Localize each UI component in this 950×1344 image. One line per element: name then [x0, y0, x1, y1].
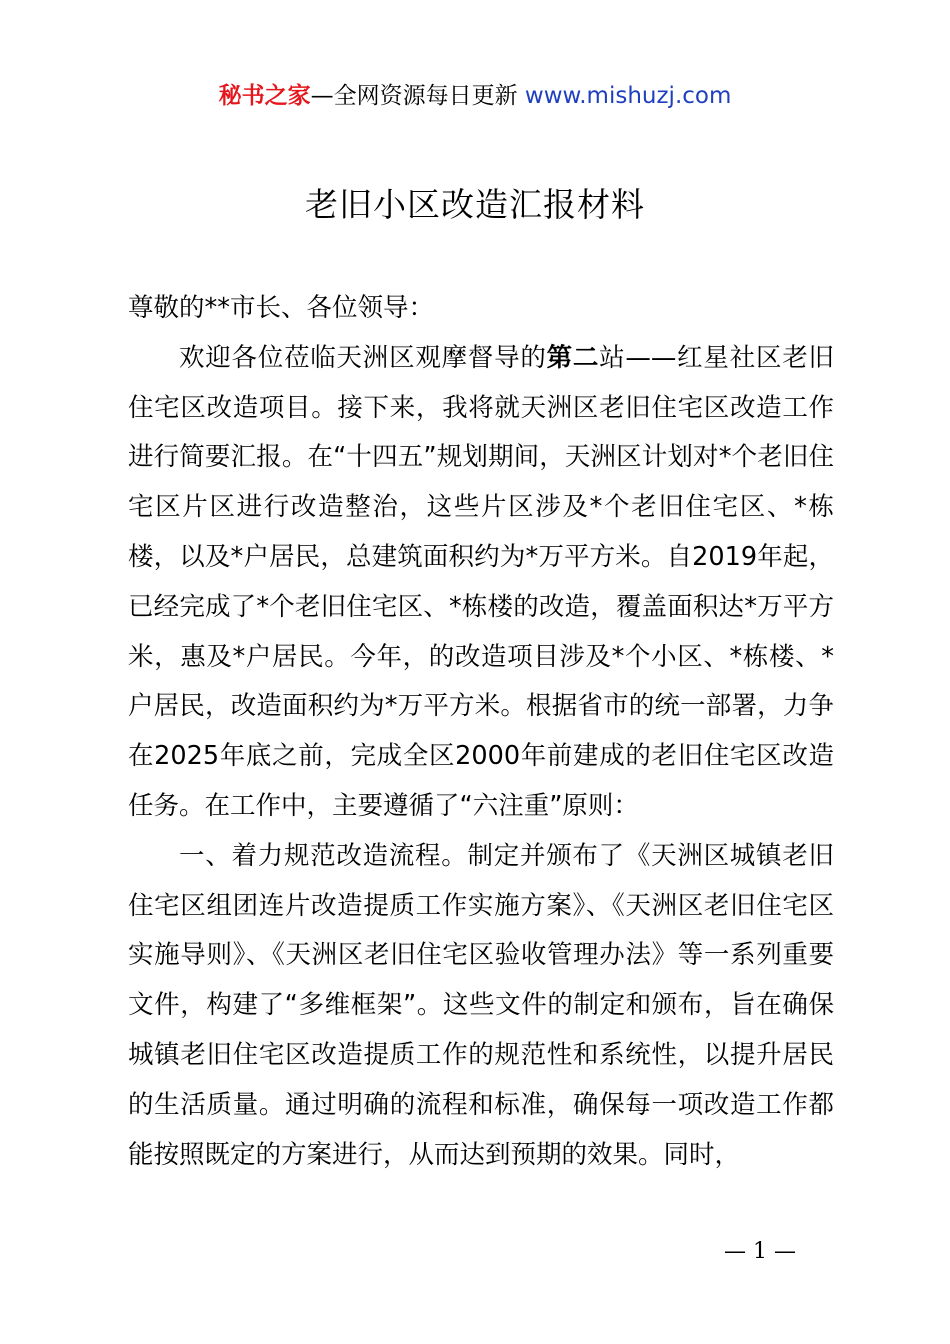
paragraph-intro-bold: 第二	[546, 342, 600, 373]
document-title: 老旧小区改造汇报材料	[305, 185, 645, 224]
site-url-link[interactable]: www.mishuzj.com	[524, 83, 732, 109]
site-tagline: —全网资源每日更新	[310, 83, 525, 109]
page-number: — 1 —	[724, 1239, 796, 1264]
paragraph-intro-lead: 欢迎各位莅临天洲区观摩督导的	[179, 342, 547, 373]
paragraph-intro-rest: 站——红星社区老旧住宅区改造项目。接下来，我将就天洲区老旧住宅区改造工作进行简要汇报。在“十四五”规划期间，天洲区计划对*个老旧住宅区片区进行改造整治，这些片区涉及*个老旧住宅区、*栋楼，以及*户居民，总建筑面积约为*万平方米。自2019年起，已经完成了*个老旧住宅区、*栋楼的改造，覆盖面积达*万平方米，惠及*户居民。今年，的改造项目涉及*个小区、*栋楼、*户居民，改造面积约为*万平方米。根据省市的统一部署，力争在2025年底之前，完成全区2000年前建成的老旧住宅区改造任务。在工作中，主要遵循了“六注重”原则：	[128, 342, 834, 821]
paragraph-section-one: 一、着力规范改造流程。制定并颁布了《天洲区城镇老旧住宅区组团连片改造提质工作实施方案》、《天洲区老旧住宅区实施导则》、《天洲区老旧住宅区验收管理办法》等一系列重要文件，构建了“多维框架”。这些文件的制定和颁布，旨在确保城镇老旧住宅区改造提质工作的规范性和系统性，以提升居民的生活质量。通过明确的流程和标准，确保每一项改造工作都能按照既定的方案进行，从而达到预期的效果。同时，	[128, 840, 834, 1170]
site-header	[0, 80, 950, 112]
document-body	[128, 284, 834, 1180]
paragraph-intro	[128, 334, 834, 832]
site-brand: 秘书之家	[218, 83, 311, 109]
salutation: 尊敬的**市长、各位领导：	[128, 293, 435, 323]
